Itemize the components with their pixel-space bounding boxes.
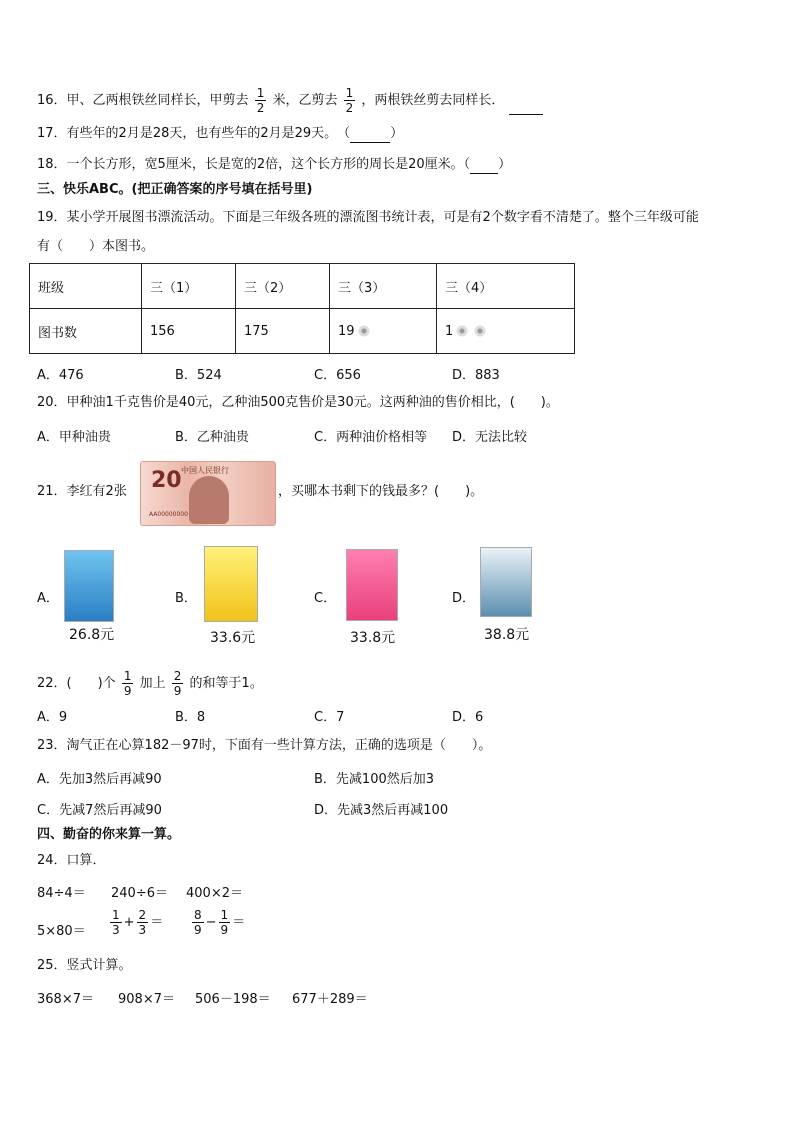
smudge-icon bbox=[453, 324, 471, 338]
table-cell: 1 bbox=[437, 309, 575, 354]
question-23: 23．淘气正在心算182－97时，下面有一些计算方法，正确的选项是（ ）。 bbox=[37, 738, 492, 753]
option-a[interactable]: A．476 bbox=[37, 368, 84, 383]
table-cell: 156 bbox=[142, 309, 236, 354]
question-18: 18．一个长方形，宽5厘米，长是宽的2倍，这个长方形的周长是20厘米。（ ） bbox=[37, 157, 512, 172]
portrait-icon bbox=[189, 476, 229, 524]
mental-math-item: 400×2＝ bbox=[186, 886, 243, 901]
table-header-cell: 班级 bbox=[30, 264, 142, 309]
fraction: $\frac{1}{9}$ bbox=[123, 669, 132, 698]
book-cover-image[interactable] bbox=[64, 550, 114, 622]
question-20: 20．甲种油1千克售价是40元，乙种油500克售价是30元。这两种油的售价相比，( )。 bbox=[37, 395, 559, 410]
table-row bbox=[30, 309, 575, 354]
table-header-cell: 三（4） bbox=[437, 264, 575, 309]
mental-math-fraction-item: $\frac{8}{9}$ − $\frac{1}{9}$ ＝ bbox=[194, 908, 246, 937]
book-cover-image[interactable] bbox=[346, 549, 398, 621]
smudge-icon bbox=[471, 324, 489, 338]
option-c[interactable]: C．7 bbox=[314, 710, 345, 725]
book-statistics-table bbox=[29, 263, 575, 354]
question-24-title: 24．口算． bbox=[37, 853, 106, 868]
question-21-suffix: ，买哪本书剩下的钱最多？( )。 bbox=[278, 484, 484, 499]
table-header-cell: 三（1） bbox=[142, 264, 236, 309]
book-price: 26.8元 bbox=[69, 627, 115, 643]
option-b[interactable]: B．524 bbox=[175, 368, 222, 383]
smudge-icon bbox=[355, 324, 373, 338]
vertical-calc-item: 677＋289＝ bbox=[292, 992, 368, 1007]
q16-suffix: ，两根铁丝剪去同样长． bbox=[361, 93, 505, 108]
question-22: 22．( )个 $\frac{1}{9}$ 加上 $\frac{2}{9}$ 的和等于1。 bbox=[37, 669, 263, 698]
book-price: 33.6元 bbox=[210, 630, 256, 646]
answer-blank[interactable] bbox=[509, 100, 543, 115]
table-row bbox=[30, 264, 575, 309]
option-a[interactable]: A．9 bbox=[37, 710, 68, 725]
mental-math-item: 84÷4＝ bbox=[37, 886, 86, 901]
option-b[interactable]: B．8 bbox=[175, 710, 206, 725]
book-cover-image[interactable] bbox=[204, 546, 258, 622]
vertical-calc-item: 506－198＝ bbox=[195, 992, 271, 1007]
table-cell: 175 bbox=[236, 309, 330, 354]
answer-blank[interactable] bbox=[350, 128, 390, 143]
section-heading: 四、勤奋的你来算一算。 bbox=[37, 827, 181, 842]
question-25-title: 25．竖式计算。 bbox=[37, 958, 132, 973]
question-19-line2: 有（ ）本图书。 bbox=[37, 239, 155, 254]
option-a[interactable]: A． bbox=[37, 591, 59, 606]
option-b[interactable]: B． bbox=[175, 591, 197, 606]
table-header-cell: 三（3） bbox=[330, 264, 437, 309]
option-a[interactable]: A．先加3然后再减90 bbox=[37, 772, 162, 787]
mental-math-item: 240÷6＝ bbox=[111, 886, 168, 901]
option-c[interactable]: C． bbox=[314, 591, 337, 606]
question-17: 17．有些年的2月是28天，也有些年的2月是29天。 （ ） bbox=[37, 126, 404, 141]
question-21-prefix: 21．李红有2张 bbox=[37, 484, 127, 499]
banknote-image: 中国人民银行 20 AA00000000 bbox=[140, 461, 276, 526]
mental-math-item: 5×80＝ bbox=[37, 924, 86, 939]
option-c[interactable]: C．656 bbox=[314, 368, 361, 383]
mental-math-fraction-item: $\frac{1}{3}$ + $\frac{2}{3}$ ＝ bbox=[112, 908, 164, 937]
book-price: 38.8元 bbox=[484, 627, 530, 643]
table-cell: 图书数 bbox=[30, 309, 142, 354]
q16-mid: 米，乙剪去 bbox=[272, 93, 338, 108]
question-19-line1: 19．某小学开展图书漂流活动。下面是三年级各班的漂流图书统计表，可是有2个数字看不清楚了。整个三年级可能 bbox=[37, 210, 699, 225]
option-a[interactable]: A．甲种油贵 bbox=[37, 430, 111, 445]
vertical-calc-item: 908×7＝ bbox=[118, 992, 175, 1007]
option-d[interactable]: D．无法比较 bbox=[452, 430, 528, 445]
option-d[interactable]: D．883 bbox=[452, 368, 500, 383]
option-d[interactable]: D．先减3然后再减100 bbox=[314, 803, 449, 818]
answer-blank[interactable] bbox=[470, 159, 498, 174]
option-d[interactable]: D．6 bbox=[452, 710, 484, 725]
option-d[interactable]: D． bbox=[452, 591, 476, 606]
option-b[interactable]: B．乙种油贵 bbox=[175, 430, 249, 445]
q16-prefix: 16．甲、乙两根铁丝同样长，甲剪去 bbox=[37, 93, 249, 108]
section-heading: 三、快乐ABC。(把正确答案的序号填在括号里) bbox=[37, 182, 313, 197]
fraction: $\frac{1}{2}$ bbox=[345, 86, 354, 115]
option-c[interactable]: C．先减7然后再减90 bbox=[37, 803, 162, 818]
fraction: $\frac{1}{2}$ bbox=[256, 86, 265, 115]
option-b[interactable]: B．先减100然后加3 bbox=[314, 772, 435, 787]
book-price: 33.8元 bbox=[350, 630, 396, 646]
book-cover-image[interactable] bbox=[480, 547, 532, 617]
table-cell: 19 bbox=[330, 309, 437, 354]
fraction: $\frac{2}{9}$ bbox=[173, 669, 182, 698]
vertical-calc-item: 368×7＝ bbox=[37, 992, 94, 1007]
table-header-cell: 三（2） bbox=[236, 264, 330, 309]
question-16 bbox=[37, 86, 543, 115]
option-c[interactable]: C．两种油价格相等 bbox=[314, 430, 428, 445]
